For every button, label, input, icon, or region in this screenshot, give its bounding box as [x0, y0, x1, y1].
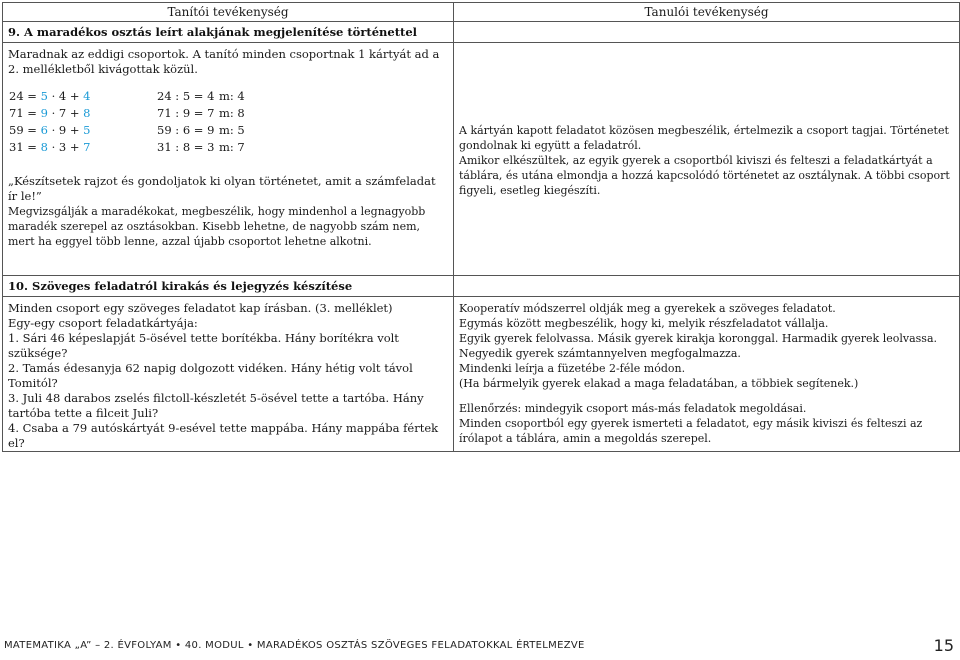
section-10-student-4: Negyedik gyerek számtannyelven megfogalmazza.: [459, 347, 741, 360]
equation-remainder: m: 8: [219, 106, 245, 120]
equation-part: · 3 +: [47, 140, 84, 154]
equation-list: [3, 89, 453, 155]
equation-division: 71 : 9 = 7: [157, 106, 215, 120]
section-9-title-empty: [454, 22, 960, 43]
section-10-student-8: Minden csoportból egy gyerek ismerteti a feladatot, egy másik kiviszi és felteszi az írólapot a táblára, amin a megoldás szerepel.: [459, 417, 923, 445]
equation-division: 31 : 8 = 3: [157, 140, 215, 154]
header-student: Tanulói tevékenység: [454, 3, 960, 22]
equation-part: 9: [40, 106, 48, 120]
equation-expanded: [9, 89, 157, 104]
section-9-student-cell: [454, 43, 960, 276]
task-2: 2. Tamás édesanyja 62 napig dolgozott vidéken. Hány hétig volt távol Tomitól?: [8, 361, 413, 390]
section-10-student-1: Kooperatív módszerrel oldják meg a gyerekek a szöveges feladatot.: [459, 302, 836, 315]
equation-division: 59 : 6 = 9: [157, 123, 215, 137]
section-9-title-row: [3, 22, 960, 43]
section-10-title-empty: [454, 276, 960, 297]
section-10-title-cell: [3, 276, 454, 297]
page-number: 15: [933, 636, 954, 655]
section-10-student-2: Egymás között megbeszélik, hogy ki, melyik részfeladatot vállalja.: [459, 317, 829, 330]
section-9-intro: Maradnak az eddigi csoportok. A tanító minden csoportnak 1 kártyát ad a 2. mellékletből kivágottak közül.: [8, 47, 440, 76]
task-3: 3. Juli 48 darabos zselés filctoll-készletét 5-ösével tette a tartóba. Hány tartóba tette a filceit Juli?: [8, 391, 424, 420]
section-10-student-7: Ellenőrzés: mindegyik csoport más-más feladatok megoldásai.: [459, 402, 807, 415]
equation-part: 7: [83, 140, 91, 154]
section-10-title: 10. Szöveges feladatról kirakás és lejegyzés készítése: [8, 279, 353, 293]
section-9-title: 9. A maradékos osztás leírt alakjának megjelenítése történettel: [8, 25, 418, 39]
header-teacher: Tanítói tevékenység: [3, 3, 454, 22]
section-10-teacher-cell: [3, 297, 454, 452]
equation-part: 59 =: [9, 123, 41, 137]
lesson-table: [2, 2, 960, 452]
equation-part: 6: [40, 123, 48, 137]
equation-part: 31 =: [9, 140, 41, 154]
section-10-title-row: [3, 276, 960, 297]
equation-expanded: [9, 140, 157, 155]
section-9-student-p2: Amikor elkészültek, az egyik gyerek a csoportból kiviszi és felteszi a feladatkártyát a táblára, és utána elmondja a hozzá kapcsolódó történetet az osztálynak. A többi csoport figyeli, esetleg kiegészíti.: [459, 154, 950, 197]
instruction-quote: „Készítsetek rajzot és gondoljatok ki olyan történetet, amit a számfeladat ír le!”: [8, 174, 436, 203]
equation-part: 5: [40, 89, 48, 103]
section-9-teacher-cell: [3, 43, 454, 276]
equation-part: 5: [83, 123, 91, 137]
task-1: 1. Sári 46 képeslapját 5-ösével tette borítékba. Hány borítékra volt szüksége?: [8, 331, 399, 360]
section-9-title-cell: [3, 22, 454, 43]
section-10-line-2: Egy-egy csoport feladatkártyája:: [8, 316, 198, 330]
equation-expanded: [9, 106, 157, 121]
equation-part: 71 =: [9, 106, 41, 120]
section-9-student-p1: A kártyán kapott feladatot közösen megbeszélik, értelmezik a csoport tagjai. Történetet gondolnak ki együtt a feladatról.: [459, 124, 949, 152]
equation-division: 24 : 5 = 4: [157, 89, 215, 103]
equation-expanded: [9, 123, 157, 138]
instruction-remainders: Megvizsgálják a maradékokat, megbeszélik, hogy mindenhol a legnagyobb maradék szerepel az osztásokban. Kisebb lehetne, de nagyobb szám nem, mert ha eggyel több lenne, azzal újabb csoportot lehetne alkotni.: [8, 205, 426, 248]
section-10-student-6: (Ha bármelyik gyerek elakad a maga feladatában, a többiek segítenek.): [459, 377, 859, 390]
equation-part: 8: [40, 140, 48, 154]
section-10-student-3: Egyik gyerek felolvassa. Másik gyerek kirakja koronggal. Harmadik gyerek leolvassa.: [459, 332, 937, 345]
equation-part: · 9 +: [47, 123, 84, 137]
section-9-row: [3, 43, 960, 276]
equation-part: 4: [83, 89, 91, 103]
section-10-student-5: Mindenki leírja a füzetébe 2-féle módon.: [459, 362, 686, 375]
task-4: 4. Csaba a 79 autóskártyát 9-esével tette mappába. Hány mappába fértek el?: [8, 421, 439, 450]
page-footer: MATEMATIKA „A” – 2. ÉVFOLYAM • 40. MODUL • MARADÉKOS OSZTÁS SZÖVEGES FELADATOKKAL ÉRTELMEZVE: [4, 640, 585, 651]
header-row: [3, 3, 960, 22]
section-10-line-1: Minden csoport egy szöveges feladatot kap írásban. (3. melléklet): [8, 301, 393, 315]
equation-remainder: m: 5: [219, 123, 245, 137]
section-10-student-cell: [454, 297, 960, 452]
equation-part: · 4 +: [47, 89, 84, 103]
equation-part: · 7 +: [47, 106, 84, 120]
equation-remainder: m: 7: [219, 140, 245, 154]
section-10-row: [3, 297, 960, 452]
equation-remainder: m: 4: [219, 89, 245, 103]
equation-part: 24 =: [9, 89, 41, 103]
equation-part: 8: [83, 106, 91, 120]
